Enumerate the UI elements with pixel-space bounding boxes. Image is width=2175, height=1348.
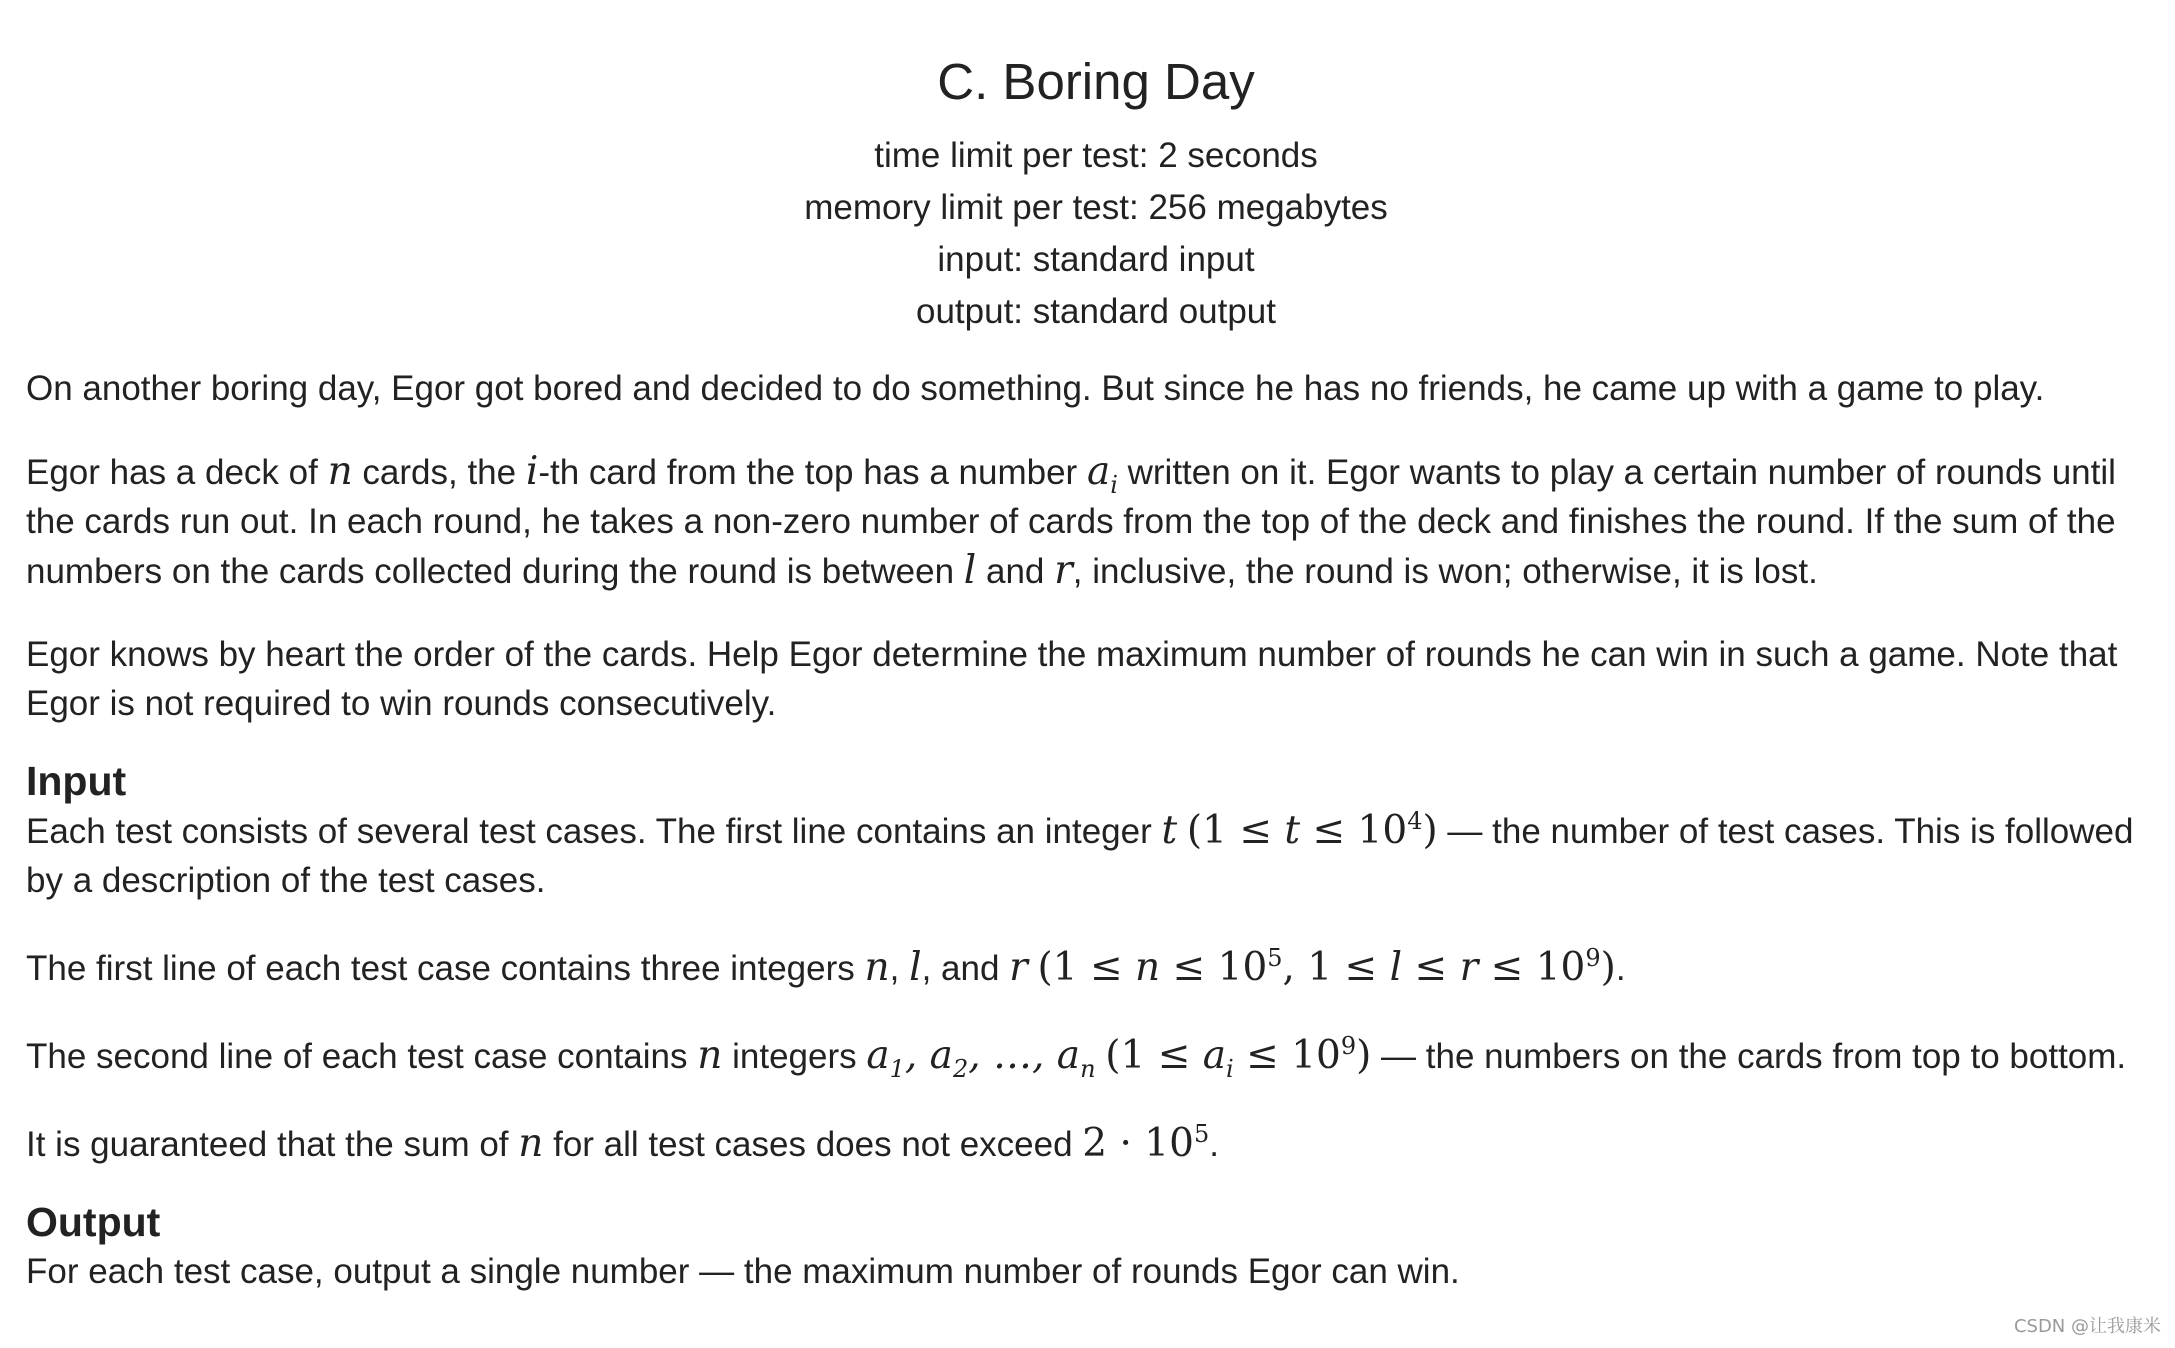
text: cards, the xyxy=(352,453,526,492)
statement-paragraph-1 xyxy=(26,364,2166,413)
statement-paragraph-2 xyxy=(26,447,2166,596)
text: The first line of each test case contains three integers xyxy=(26,949,865,988)
math-n: n xyxy=(697,1033,723,1078)
math-nlr-constraint: ($1 \le n \le 10^5$, $1 \le l \le r \le 10^9$) xyxy=(1037,944,1616,990)
input-paragraph-1 xyxy=(26,806,2166,905)
output-section xyxy=(26,1197,2166,1296)
text: The second line of each test case contains xyxy=(26,1037,698,1076)
output-type: output: standard output xyxy=(916,292,1276,331)
math-ai-constraint: $(1 \le a_i \le 10^9)$ xyxy=(1105,1032,1372,1083)
math-r: r xyxy=(1054,548,1073,593)
input-paragraph-4 xyxy=(26,1119,2166,1169)
problem-title: C. Boring Day xyxy=(937,53,1255,110)
text: written on it. Egor wants to play a certain number of rounds until the cards run out. In each round, he takes a non-zero number of cards from the top of the deck and finishes the round. If the sum of the numbers on the cards collected during the round is between xyxy=(26,453,2116,591)
text: For each test case, output a single number — the maximum number of rounds Egor can win. xyxy=(26,1252,1460,1291)
text: and xyxy=(976,552,1055,591)
output-heading: Output xyxy=(26,1199,161,1245)
statement-text: On another boring day, Egor got bored and decided to do something. But since he has no friends, he came up with a game to play. xyxy=(26,369,2045,408)
math-n: n xyxy=(864,945,890,990)
text: integers xyxy=(722,1037,867,1076)
text: . xyxy=(1209,1125,1219,1164)
input-paragraph-2: The first line of each test case contains three integers n, l, and r ($1 \le n \le 10^5$, $1 \le l \le r \le 10^9$). xyxy=(26,944,1626,990)
text: — the numbers on the cards from top to bottom. xyxy=(1371,1037,2127,1076)
math-t: t xyxy=(1161,808,1178,853)
math-sequence: $a_1$, $a_2$, …, $a_n$ xyxy=(866,1033,1096,1083)
math-ai: $a_i$ xyxy=(1086,449,1118,499)
math-i: i xyxy=(525,449,539,494)
math-n: n xyxy=(518,1121,544,1166)
input-type: input: standard input xyxy=(937,240,1255,279)
input-section xyxy=(26,756,2166,1169)
text: — the number of test cases. This is followed by a description of the test cases. xyxy=(26,812,2134,900)
statement xyxy=(26,364,2166,728)
input-paragraph-3 xyxy=(26,1031,2166,1081)
math-sum-limit: $2 \cdot 10^5$ xyxy=(1082,1120,1210,1166)
text: , inclusive, the round is won; otherwise, it is lost. xyxy=(1072,552,1818,591)
math-r: r xyxy=(1009,945,1028,990)
text: Egor has a deck of xyxy=(26,453,328,492)
problem-page xyxy=(26,0,2166,1296)
text: Each test consists of several test cases. The first line contains an integer xyxy=(26,812,1162,851)
text: . xyxy=(1615,949,1626,988)
time-limit: time limit per test: 2 seconds xyxy=(874,136,1318,175)
math-l: l xyxy=(963,548,977,593)
memory-limit: memory limit per test: 256 megabytes xyxy=(804,188,1388,227)
problem-header xyxy=(26,0,2166,338)
text: , and xyxy=(921,949,1010,988)
statement-paragraph-3 xyxy=(26,630,2166,728)
text: It is guaranteed that the sum of xyxy=(26,1125,519,1164)
output-paragraph-1 xyxy=(26,1247,2166,1296)
watermark: CSDN @让我康米 xyxy=(2013,1316,2161,1337)
math-l: l xyxy=(909,945,922,990)
input-heading: Input xyxy=(26,758,127,804)
text: -th card from the top has a number xyxy=(538,453,1087,492)
statement-text: Egor knows by heart the order of the cards. Help Egor determine the maximum number of rounds he can win in such a game. Note that Egor is not required to win rounds consecutively. xyxy=(26,635,2118,723)
math-t-constraint: $(1 \le t \le 10^4)$ xyxy=(1186,807,1438,853)
text: for all test cases does not exceed xyxy=(543,1125,1083,1164)
math-n: n xyxy=(327,449,353,494)
